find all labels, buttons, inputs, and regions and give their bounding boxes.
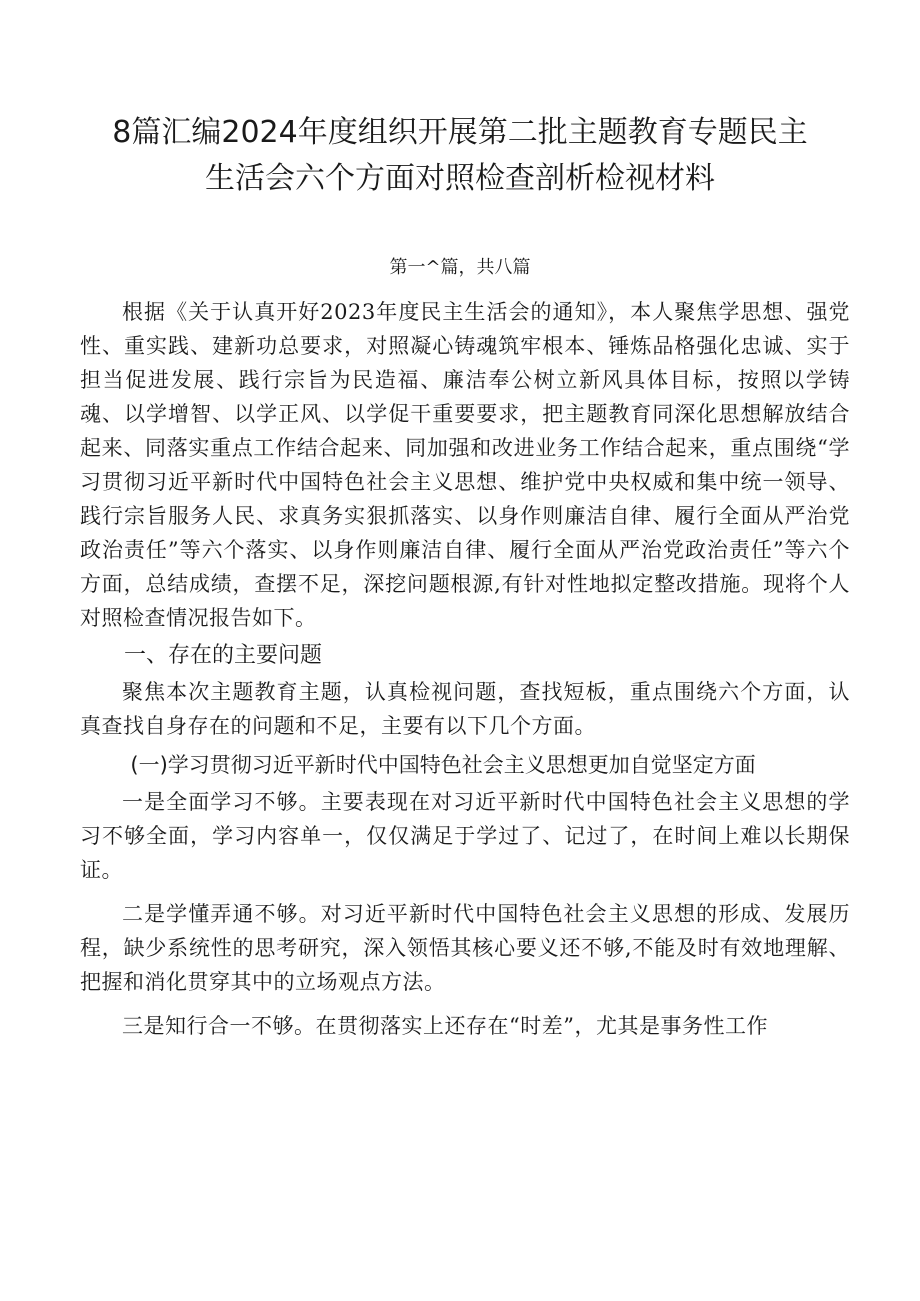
title-line-1: 8篇汇编2024年度组织开展第二批主题教育专题民主 xyxy=(112,115,808,150)
subsection-heading: (一)学习贯彻习近平新时代中国特色社会主义思想更加自觉坚定方面 xyxy=(130,753,756,777)
point-paragraph-3: 三是知行合一不够。在贯彻落实上还存在“时差”，尤其是事务性工作 xyxy=(122,1014,768,1038)
intro-paragraph: 根据《关于认真开好2023年度民主生活会的通知》，本人聚焦学思想、强党性、重实践、建新功总要求，对照凝心铸魂筑牢根本、锤炼品格强化忠诚、实于担当促进发展、践行宗旨为民造福、廉洁奉公树立新风具体目标，按照以学铸魂、以学增智、以学正风、以学促干重要要求，把主题教育同深化思想解放结合起来、同落实重点工作结合起来、同加强和改进业务工作结合起来，重点围绕“学习贯彻习近平新时代中国特色社会主义思想、维护党中央权威和集中统一领导、践行宗旨服务人民、求真务实狠抓落实、以身作则廉洁自律、履行全面从严治党政治责任”等六个落实、以身作则廉洁自律、履行全面从严治党政治责任”等六个方面，总结成绩，查摆不足，深挖问题根源,有针对性地拟定整改措施。现将个人对照检查情况报告如下。 xyxy=(80,300,850,630)
point-paragraph-2: 二是学懂弄通不够。对习近平新时代中国特色社会主义思想的形成、发展历程，缺少系统性的思考研究，深入领悟其核心要义还不够,不能及时有效地理解、把握和消化贯穿其中的立场观点方法。 xyxy=(80,902,850,994)
point-paragraph-1: 一是全面学习不够。主要表现在对习近平新时代中国特色社会主义思想的学习不够全面，学习内容单一，仅仅满足于学过了、记过了，在时间上难以长期保证。 xyxy=(80,790,850,882)
focus-paragraph: 聚焦本次主题教育主题，认真检视问题，查找短板，重点围绕六个方面，认真查找自身存在的问题和不足，主要有以下几个方面。 xyxy=(80,680,850,738)
title-line-2: 生活会六个方面对照检查剖析检视材料 xyxy=(205,161,715,196)
section-heading: 一、存在的主要问题 xyxy=(124,643,323,668)
section-subtitle: 第一^篇，共八篇 xyxy=(389,257,531,278)
document-body xyxy=(80,295,850,1043)
document-title xyxy=(80,110,840,202)
